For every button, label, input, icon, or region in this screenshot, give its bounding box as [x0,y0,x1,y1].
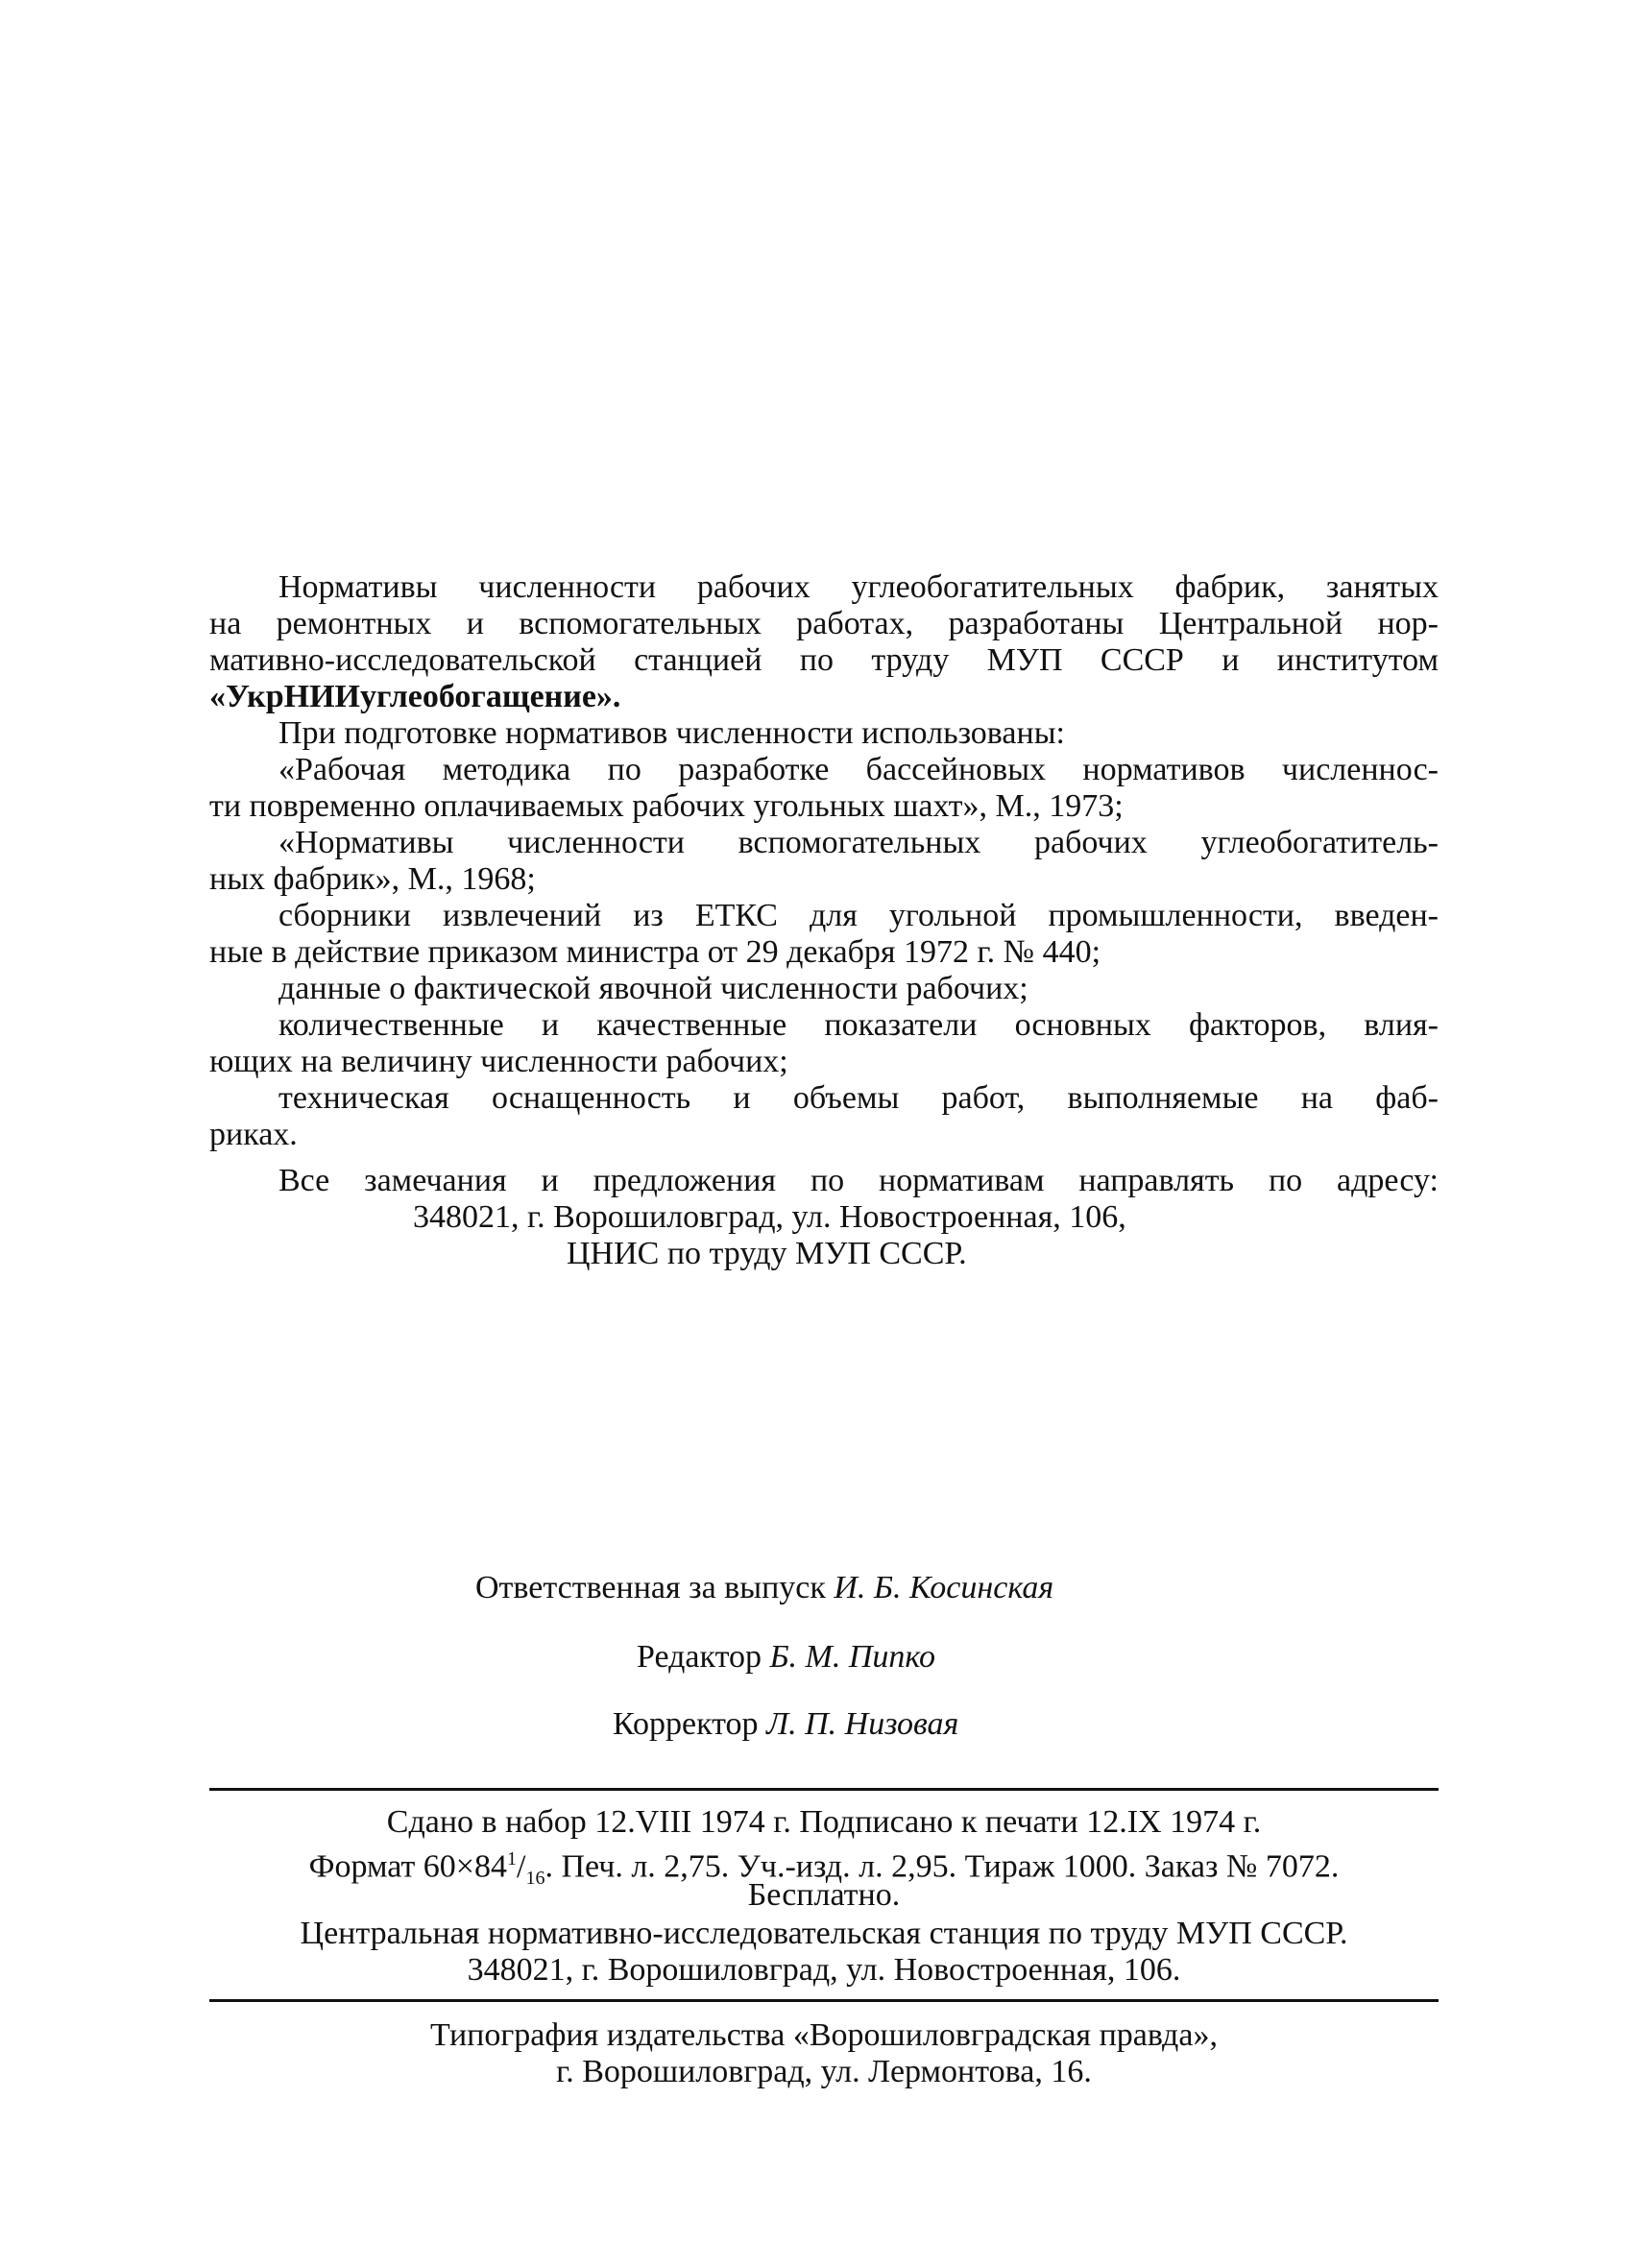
source-item-line: ти повременно оплачиваемых рабочих угольных шахт», М., 1973; [209,788,1124,824]
contact-address: 348021, г. Ворошиловград, ул. Новостроенная, 106, [413,1199,1126,1235]
imprint-line: Сдано в набор 12.VIII 1974 г. Подписано к печати 12.IX 1974 г. [386,1804,1262,1840]
imprint-line: 348021, г. Ворошиловград, ул. Новостроенная, 106. [467,1952,1181,1988]
source-item-line: данные о фактической явочной численности рабочих; [278,971,1028,1006]
imprint-line: Бесплатно. [747,1877,901,1913]
credit-corrector [613,1705,958,1744]
credit-role: Ответственная за выпуск [475,1570,826,1605]
source-item-line: риках. [209,1117,298,1152]
credit-name: Л. П. Низовая [766,1706,959,1742]
intro-line: Нормативы численности рабочих углеобогатительных фабрик, занятых [278,569,1439,605]
intro-line: мативно-исследовательской станцией по труду МУП СССР и институтом [209,642,1439,678]
contact-org: ЦНИС по труду МУП СССР. [567,1236,967,1271]
source-item-line: «Рабочая методика по разработке бассейновых нормативов численнос- [278,752,1439,787]
source-item-line: «Нормативы численности вспомогательных рабочих углеобогатитель- [278,825,1439,860]
source-item-line: ные в действие приказом министра от 29 декабря 1972 г. № 440; [209,934,1101,970]
source-item-line: техническая оснащенность и объемы работ, выполняемые на фаб- [278,1080,1439,1116]
contact-line: Все замечания и предложения по нормативам направлять по адресу: [278,1163,1439,1198]
format-sub: 16 [525,1868,545,1890]
printer-line: г. Ворошиловград, ул. Лермонтова, 16. [556,2054,1092,2089]
credit-name: И. Б. Косинская [834,1570,1054,1605]
source-item-line: количественные и качественные показатели основных факторов, влия- [278,1007,1439,1043]
source-item-line: ющих на величину численности рабочих; [209,1044,788,1079]
credit-editor [637,1638,935,1677]
sources-intro: При подготовке нормативов численности использованы: [278,715,1065,751]
imprint-format-line: Формат $60\times 84^1/_{16}$. Печ. л. 2,75. Уч.-изд. л. 2,95. Тираж 1000. Заказ № 7072. [308,1848,1340,1890]
format-prefix: Формат 60×84 [308,1848,507,1885]
source-item-line: ных фабрик», М., 1968; [209,861,536,897]
credit-role: Корректор [613,1706,759,1742]
credit-role: Редактор [637,1639,762,1675]
credit-name: Б. М. Пипко [769,1639,936,1675]
credit-responsible [475,1569,1053,1607]
format-sup: 1 [506,1848,517,1870]
source-item-line: сборники извлечений из ЕТКС для угольной промышленности, введен- [278,898,1439,933]
divider-bottom [209,1999,1439,2002]
divider-top [209,1788,1439,1791]
intro-line: «УкрНИИуглеобогащение». [209,679,621,714]
imprint-line: Центральная нормативно-исследовательская станция по труду МУП СССР. [300,1916,1348,1951]
intro-line: на ремонтных и вспомогательных работах, разработаны Центральной нор- [209,606,1439,641]
printer-line: Типография издательства «Ворошиловградская правда», [430,2017,1218,2053]
format-suffix: . Печ. л. 2,75. Уч.-изд. л. 2,95. Тираж 1000. Заказ № 7072. [544,1848,1340,1885]
